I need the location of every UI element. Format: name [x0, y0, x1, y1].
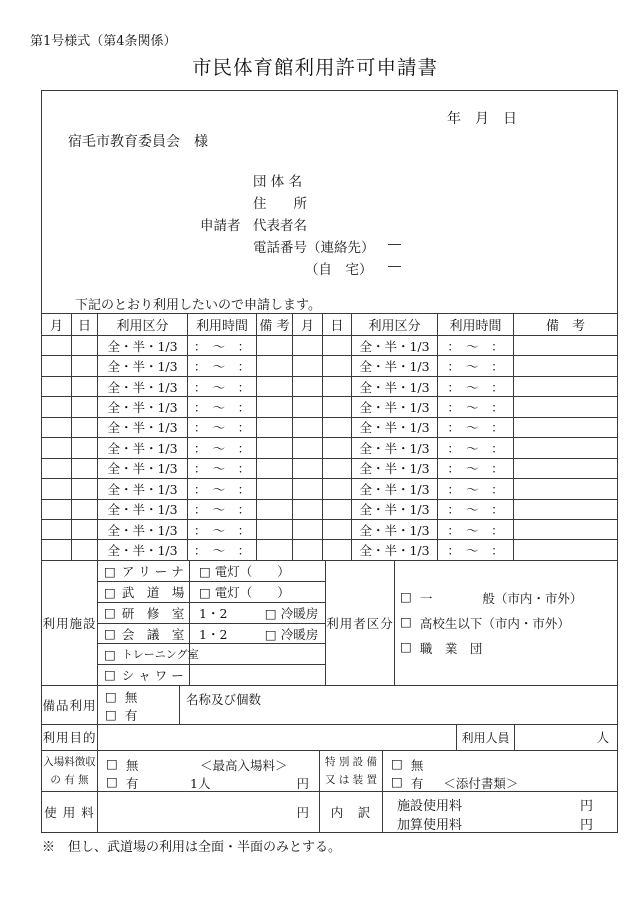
- schedule-time-cell[interactable]: ： ～ ：: [188, 479, 257, 498]
- phone-contact-field[interactable]: 電話番号（連絡先）: [253, 240, 375, 256]
- schedule-division-options[interactable]: 全・半・1/3: [98, 336, 188, 355]
- max-admission-fee-label: ＜最高入場料＞: [200, 757, 288, 773]
- group-name-field[interactable]: 団 体 名: [253, 174, 303, 190]
- schedule-time-cell[interactable]: ： ～ ：: [438, 377, 514, 396]
- schedule-time-cell[interactable]: ： ～ ：: [188, 418, 257, 437]
- admission-none-option[interactable]: [106, 756, 138, 774]
- admission-have-label: 有: [125, 775, 139, 791]
- schedule-division-options[interactable]: 全・半・1/3: [352, 418, 438, 437]
- fee-label: 使 用 料: [42, 792, 98, 832]
- col-header-day: 日: [72, 314, 98, 335]
- special-have-option[interactable]: [391, 774, 518, 792]
- schedule-day-cell[interactable]: [72, 418, 98, 437]
- schedule-remarks-cell[interactable]: [257, 520, 293, 539]
- schedule-month-cell[interactable]: [42, 500, 72, 519]
- fee-breakdown: [383, 792, 617, 832]
- schedule-day-cell[interactable]: [323, 356, 352, 375]
- people-count-cell[interactable]: [515, 725, 617, 750]
- facility-row: [98, 581, 326, 602]
- schedule-division-options[interactable]: 全・半・1/3: [98, 418, 188, 437]
- schedule-remarks-cell[interactable]: [514, 377, 617, 396]
- fee-breakdown-row[interactable]: [397, 795, 593, 814]
- special-none-label: 無: [410, 757, 424, 773]
- fee-currency: 円: [296, 804, 309, 820]
- application-box: [41, 90, 618, 833]
- checkbox-icon[interactable]: □: [106, 755, 118, 771]
- schedule-day-cell[interactable]: [323, 459, 352, 478]
- schedule-remarks-cell[interactable]: [514, 438, 617, 457]
- schedule-remarks-cell[interactable]: [257, 336, 293, 355]
- admission-section: [42, 750, 617, 791]
- facility-option-training-room[interactable]: [98, 603, 190, 623]
- facility-option-label: ア リ ー ナ: [121, 564, 184, 580]
- admission-label-line2: の 有 無: [50, 774, 89, 787]
- checkbox-icon[interactable]: □: [105, 707, 117, 723]
- facility-option-label: 武 道 場: [121, 585, 185, 601]
- col-header-time: 利用時間: [438, 314, 514, 335]
- schedule-time-cell[interactable]: ： ～ ：: [438, 500, 514, 519]
- schedule-month-cell[interactable]: [42, 540, 72, 559]
- schedule-remarks-cell[interactable]: [257, 377, 293, 396]
- schedule-division-options[interactable]: 全・半・1/3: [98, 479, 188, 498]
- schedule-time-cell[interactable]: ： ～ ：: [438, 356, 514, 375]
- col-header-month: 月: [293, 314, 323, 335]
- schedule-time-cell[interactable]: ： ～ ：: [188, 438, 257, 457]
- admission-have-option[interactable]: [106, 774, 138, 792]
- facility-option-budojo[interactable]: [98, 582, 190, 602]
- checkbox-icon[interactable]: □: [104, 626, 116, 642]
- schedule-month-cell[interactable]: [42, 397, 72, 416]
- form-number: 第1号様式（第4条関係）: [30, 34, 177, 49]
- facility-row: [98, 664, 326, 685]
- schedule-remarks-cell[interactable]: [257, 459, 293, 478]
- phone-home-field[interactable]: （自 宅）: [305, 262, 373, 278]
- special-equipment-label-line1: 特 別 設 備: [324, 756, 377, 769]
- schedule-day-cell[interactable]: [323, 438, 352, 457]
- phone-dash: ―: [388, 237, 401, 252]
- schedule-day-cell[interactable]: [323, 479, 352, 498]
- facility-option-gym-room[interactable]: [98, 644, 199, 664]
- facility-option-meeting-room[interactable]: [98, 624, 190, 644]
- schedule-day-cell[interactable]: [72, 459, 98, 478]
- schedule-division-options[interactable]: 全・半・1/3: [98, 459, 188, 478]
- schedule-month-cell[interactable]: [293, 479, 323, 498]
- schedule-day-cell[interactable]: [323, 377, 352, 396]
- schedule-division-options[interactable]: 全・半・1/3: [352, 479, 438, 498]
- schedule-remarks-cell[interactable]: [257, 418, 293, 437]
- schedule-division-options[interactable]: 全・半・1/3: [352, 356, 438, 375]
- schedule-remarks-cell[interactable]: [514, 459, 617, 478]
- schedule-time-cell[interactable]: ： ～ ：: [438, 438, 514, 457]
- schedule-remarks-cell[interactable]: [514, 397, 617, 416]
- schedule-remarks-cell[interactable]: [514, 520, 617, 539]
- purpose-section: [42, 724, 617, 750]
- facility-option-label: シ ャ ワ ー: [121, 667, 184, 683]
- schedule-table-body: [42, 335, 617, 560]
- schedule-division-options[interactable]: 全・半・1/3: [352, 500, 438, 519]
- schedule-division-options[interactable]: 全・半・1/3: [352, 540, 438, 559]
- breakdown-item-name: 施設使用料: [397, 798, 463, 814]
- schedule-remarks-cell[interactable]: [514, 479, 617, 498]
- schedule-day-cell[interactable]: [72, 479, 98, 498]
- schedule-division-options[interactable]: 全・半・1/3: [352, 438, 438, 457]
- schedule-division-options[interactable]: 全・半・1/3: [352, 520, 438, 539]
- schedule-day-cell[interactable]: [72, 540, 98, 559]
- schedule-day-cell[interactable]: [323, 520, 352, 539]
- schedule-remarks-cell[interactable]: [257, 397, 293, 416]
- schedule-row: [42, 499, 617, 519]
- schedule-time-cell[interactable]: ： ～ ：: [438, 418, 514, 437]
- date-fields[interactable]: 年 月 日: [447, 111, 517, 127]
- schedule-month-cell[interactable]: [42, 520, 72, 539]
- schedule-month-cell[interactable]: [42, 418, 72, 437]
- address-field[interactable]: 住 所: [253, 196, 307, 212]
- fee-breakdown-label: 内 訳: [320, 792, 383, 832]
- schedule-remarks-cell[interactable]: [257, 500, 293, 519]
- user-category-option-label: 高校生以下（市内・市外）: [419, 615, 570, 631]
- schedule-header-row: [42, 313, 617, 335]
- schedule-time-cell[interactable]: ： ～ ：: [188, 520, 257, 539]
- schedule-time-cell[interactable]: ： ～ ：: [438, 397, 514, 416]
- schedule-day-cell[interactable]: [323, 418, 352, 437]
- purpose-input-cell[interactable]: [98, 725, 457, 750]
- schedule-row: [42, 396, 617, 416]
- schedule-month-cell[interactable]: [42, 356, 72, 375]
- schedule-time-cell[interactable]: ： ～ ：: [438, 336, 514, 355]
- schedule-remarks-cell[interactable]: [257, 356, 293, 375]
- people-unit: 人: [596, 730, 609, 746]
- facility-row: [98, 602, 326, 623]
- schedule-day-cell[interactable]: [323, 336, 352, 355]
- equipment-none-option[interactable]: [105, 688, 179, 706]
- equipment-section-label: 備品利用: [42, 686, 98, 724]
- schedule-division-options[interactable]: 全・半・1/3: [98, 500, 188, 519]
- equipment-none-label: 無: [124, 689, 138, 705]
- attachment-label: ＜添付書類＞: [443, 775, 519, 791]
- schedule-time-cell[interactable]: ： ～ ：: [188, 540, 257, 559]
- facility-row: [98, 643, 326, 664]
- schedule-division-options[interactable]: 全・半・1/3: [98, 377, 188, 396]
- people-count-label: 利用人員: [457, 725, 515, 750]
- checkbox-icon[interactable]: □: [104, 605, 116, 621]
- schedule-day-cell[interactable]: [72, 500, 98, 519]
- special-equipment-label: [320, 751, 383, 791]
- schedule-time-cell[interactable]: ： ～ ：: [188, 336, 257, 355]
- schedule-month-cell[interactable]: [293, 418, 323, 437]
- schedule-day-cell[interactable]: [72, 356, 98, 375]
- schedule-month-cell[interactable]: [293, 356, 323, 375]
- schedule-division-options[interactable]: 全・半・1/3: [352, 377, 438, 396]
- page-title: 市民体育館利用許可申請書: [191, 56, 438, 79]
- facility-option-label: トレーニング室: [121, 648, 199, 662]
- schedule-remarks-cell[interactable]: [514, 418, 617, 437]
- special-equipment-choices: [383, 751, 617, 791]
- schedule-day-cell[interactable]: [72, 397, 98, 416]
- facility-option-arena[interactable]: [98, 561, 190, 582]
- facility-extra-aircon[interactable]: 1・2 □ 冷暖房: [190, 603, 326, 623]
- schedule-division-options[interactable]: 全・半・1/3: [98, 356, 188, 375]
- facility-section-label: 利用施設: [42, 561, 98, 685]
- checkbox-icon[interactable]: □: [400, 613, 412, 629]
- facility-list: [98, 561, 326, 685]
- schedule-remarks-cell[interactable]: [514, 500, 617, 519]
- schedule-month-cell[interactable]: [293, 336, 323, 355]
- facility-extra-light[interactable]: □ 電灯（ ）: [190, 582, 326, 602]
- schedule-row: [42, 478, 617, 498]
- admission-label: [42, 751, 98, 791]
- col-header-time: 利用時間: [188, 314, 257, 335]
- schedule-day-cell[interactable]: [72, 438, 98, 457]
- schedule-month-cell[interactable]: [42, 438, 72, 457]
- breakdown-item-unit: 円: [579, 817, 593, 833]
- intro-text: 下記のとおり利用したいので申請します。: [75, 298, 321, 313]
- schedule-division-options[interactable]: 全・半・1/3: [98, 540, 188, 559]
- schedule-time-cell[interactable]: ： ～ ：: [188, 500, 257, 519]
- schedule-day-cell[interactable]: [323, 397, 352, 416]
- checkbox-icon[interactable]: □: [104, 667, 116, 683]
- schedule-day-cell[interactable]: [323, 500, 352, 519]
- equipment-choices: [98, 686, 180, 724]
- checkbox-icon[interactable]: □: [104, 584, 116, 600]
- user-category-option-label: 一 般（市内・市外）: [419, 590, 583, 606]
- col-header-remarks: 備 考: [257, 314, 293, 335]
- schedule-row: [42, 519, 617, 539]
- schedule-month-cell[interactable]: [293, 397, 323, 416]
- breakdown-item-name: 加算使用料: [397, 817, 463, 833]
- user-category-options: [395, 561, 617, 685]
- checkbox-icon[interactable]: □: [105, 689, 117, 705]
- facility-option-label: 会 議 室: [121, 626, 185, 642]
- admission-label-line1: 入場料徴収: [43, 756, 96, 769]
- facility-row: [98, 561, 326, 582]
- per-person-label: 1人: [190, 775, 211, 791]
- schedule-remarks-cell[interactable]: [257, 479, 293, 498]
- checkbox-icon[interactable]: □: [106, 773, 118, 789]
- checkbox-icon[interactable]: □: [391, 755, 403, 771]
- user-category-option-general[interactable]: [400, 589, 617, 607]
- representative-field[interactable]: 代表者名: [253, 218, 307, 234]
- schedule-remarks-cell[interactable]: [257, 438, 293, 457]
- equipment-have-label: 有: [124, 707, 138, 723]
- schedule-time-cell[interactable]: ： ～ ：: [188, 377, 257, 396]
- schedule-month-cell[interactable]: [42, 377, 72, 396]
- breakdown-item-unit: 円: [579, 798, 593, 814]
- checkbox-icon[interactable]: □: [104, 563, 116, 579]
- schedule-month-cell[interactable]: [293, 500, 323, 519]
- footnote: ※ 但し、武道場の利用は全面・半面のみとする。: [42, 840, 342, 855]
- schedule-day-cell[interactable]: [323, 540, 352, 559]
- col-header-month: 月: [42, 314, 72, 335]
- schedule-division-options[interactable]: 全・半・1/3: [352, 459, 438, 478]
- equipment-have-option[interactable]: [105, 706, 179, 724]
- checkbox-icon[interactable]: □: [391, 773, 403, 789]
- equipment-section: [42, 685, 617, 724]
- schedule-row: [42, 355, 617, 375]
- fee-amount-cell[interactable]: [98, 792, 320, 832]
- facility-extra-empty[interactable]: [190, 665, 326, 685]
- schedule-division-options[interactable]: 全・半・1/3: [98, 438, 188, 457]
- col-header-division: 利用区分: [352, 314, 438, 335]
- phone-dash: ―: [388, 259, 401, 274]
- schedule-remarks-cell[interactable]: [514, 540, 617, 559]
- applicant-label: 申請者: [200, 218, 241, 234]
- user-category-option-professional[interactable]: [400, 639, 617, 657]
- user-category-option-students[interactable]: [400, 614, 617, 632]
- user-category-label: 利用者区分: [326, 561, 395, 685]
- schedule-month-cell[interactable]: [293, 438, 323, 457]
- schedule-day-cell[interactable]: [72, 336, 98, 355]
- admission-choices: [98, 751, 320, 791]
- schedule-division-options[interactable]: 全・半・1/3: [98, 520, 188, 539]
- schedule-division-options[interactable]: 全・半・1/3: [352, 336, 438, 355]
- schedule-time-cell[interactable]: ： ～ ：: [188, 459, 257, 478]
- facility-extra-aircon[interactable]: 1・2 □ 冷暖房: [190, 624, 326, 644]
- schedule-month-cell[interactable]: [42, 459, 72, 478]
- facility-extra-light[interactable]: □ 電灯（ ）: [190, 561, 326, 582]
- fee-section: [42, 791, 617, 832]
- schedule-time-cell[interactable]: ： ～ ：: [188, 397, 257, 416]
- schedule-row: [42, 335, 617, 355]
- special-none-option[interactable]: [391, 756, 423, 774]
- facility-section: [42, 560, 617, 685]
- checkbox-icon[interactable]: □: [400, 638, 412, 654]
- fee-breakdown-row[interactable]: [397, 814, 593, 833]
- schedule-month-cell[interactable]: [42, 336, 72, 355]
- schedule-row: [42, 417, 617, 437]
- schedule-row: [42, 376, 617, 396]
- schedule-row: [42, 539, 617, 559]
- schedule-row: [42, 458, 617, 478]
- schedule-month-cell[interactable]: [42, 479, 72, 498]
- schedule-division-options[interactable]: 全・半・1/3: [352, 397, 438, 416]
- schedule-time-cell[interactable]: ： ～ ：: [438, 459, 514, 478]
- schedule-division-options[interactable]: 全・半・1/3: [98, 397, 188, 416]
- schedule-time-cell[interactable]: ： ～ ：: [438, 520, 514, 539]
- schedule-month-cell[interactable]: [293, 520, 323, 539]
- schedule-day-cell[interactable]: [72, 377, 98, 396]
- schedule-table: [42, 313, 617, 832]
- facility-option-label: 研 修 室: [121, 605, 185, 621]
- col-header-division: 利用区分: [98, 314, 188, 335]
- special-equipment-label-line2: 又 は 装 置: [324, 774, 377, 787]
- schedule-remarks-cell[interactable]: [514, 336, 617, 355]
- schedule-day-cell[interactable]: [72, 520, 98, 539]
- schedule-time-cell[interactable]: ： ～ ：: [438, 479, 514, 498]
- equipment-name-count-cell[interactable]: 名称及び個数: [186, 691, 262, 707]
- checkbox-icon[interactable]: □: [400, 588, 412, 604]
- schedule-month-cell[interactable]: [293, 459, 323, 478]
- facility-row: [98, 623, 326, 644]
- schedule-time-cell[interactable]: ： ～ ：: [438, 540, 514, 559]
- schedule-row: [42, 437, 617, 457]
- purpose-label: 利用目的: [42, 725, 98, 750]
- checkbox-icon[interactable]: □: [104, 646, 116, 662]
- schedule-remarks-cell[interactable]: [514, 356, 617, 375]
- facility-extra-empty[interactable]: [190, 644, 326, 664]
- schedule-remarks-cell[interactable]: [257, 540, 293, 559]
- addressee: 宿毛市教育委員会 様: [68, 134, 208, 150]
- admission-fee-cell[interactable]: 円: [296, 775, 309, 791]
- admission-none-label: 無: [125, 757, 139, 773]
- schedule-time-cell[interactable]: ： ～ ：: [188, 356, 257, 375]
- user-category-option-label: 職 業 団: [419, 640, 483, 656]
- schedule-month-cell[interactable]: [293, 540, 323, 559]
- special-have-label: 有: [410, 775, 424, 791]
- facility-option-shower[interactable]: [98, 665, 190, 685]
- col-header-remarks: 備 考: [545, 319, 585, 334]
- col-header-day: 日: [323, 314, 352, 335]
- schedule-month-cell[interactable]: [293, 377, 323, 396]
